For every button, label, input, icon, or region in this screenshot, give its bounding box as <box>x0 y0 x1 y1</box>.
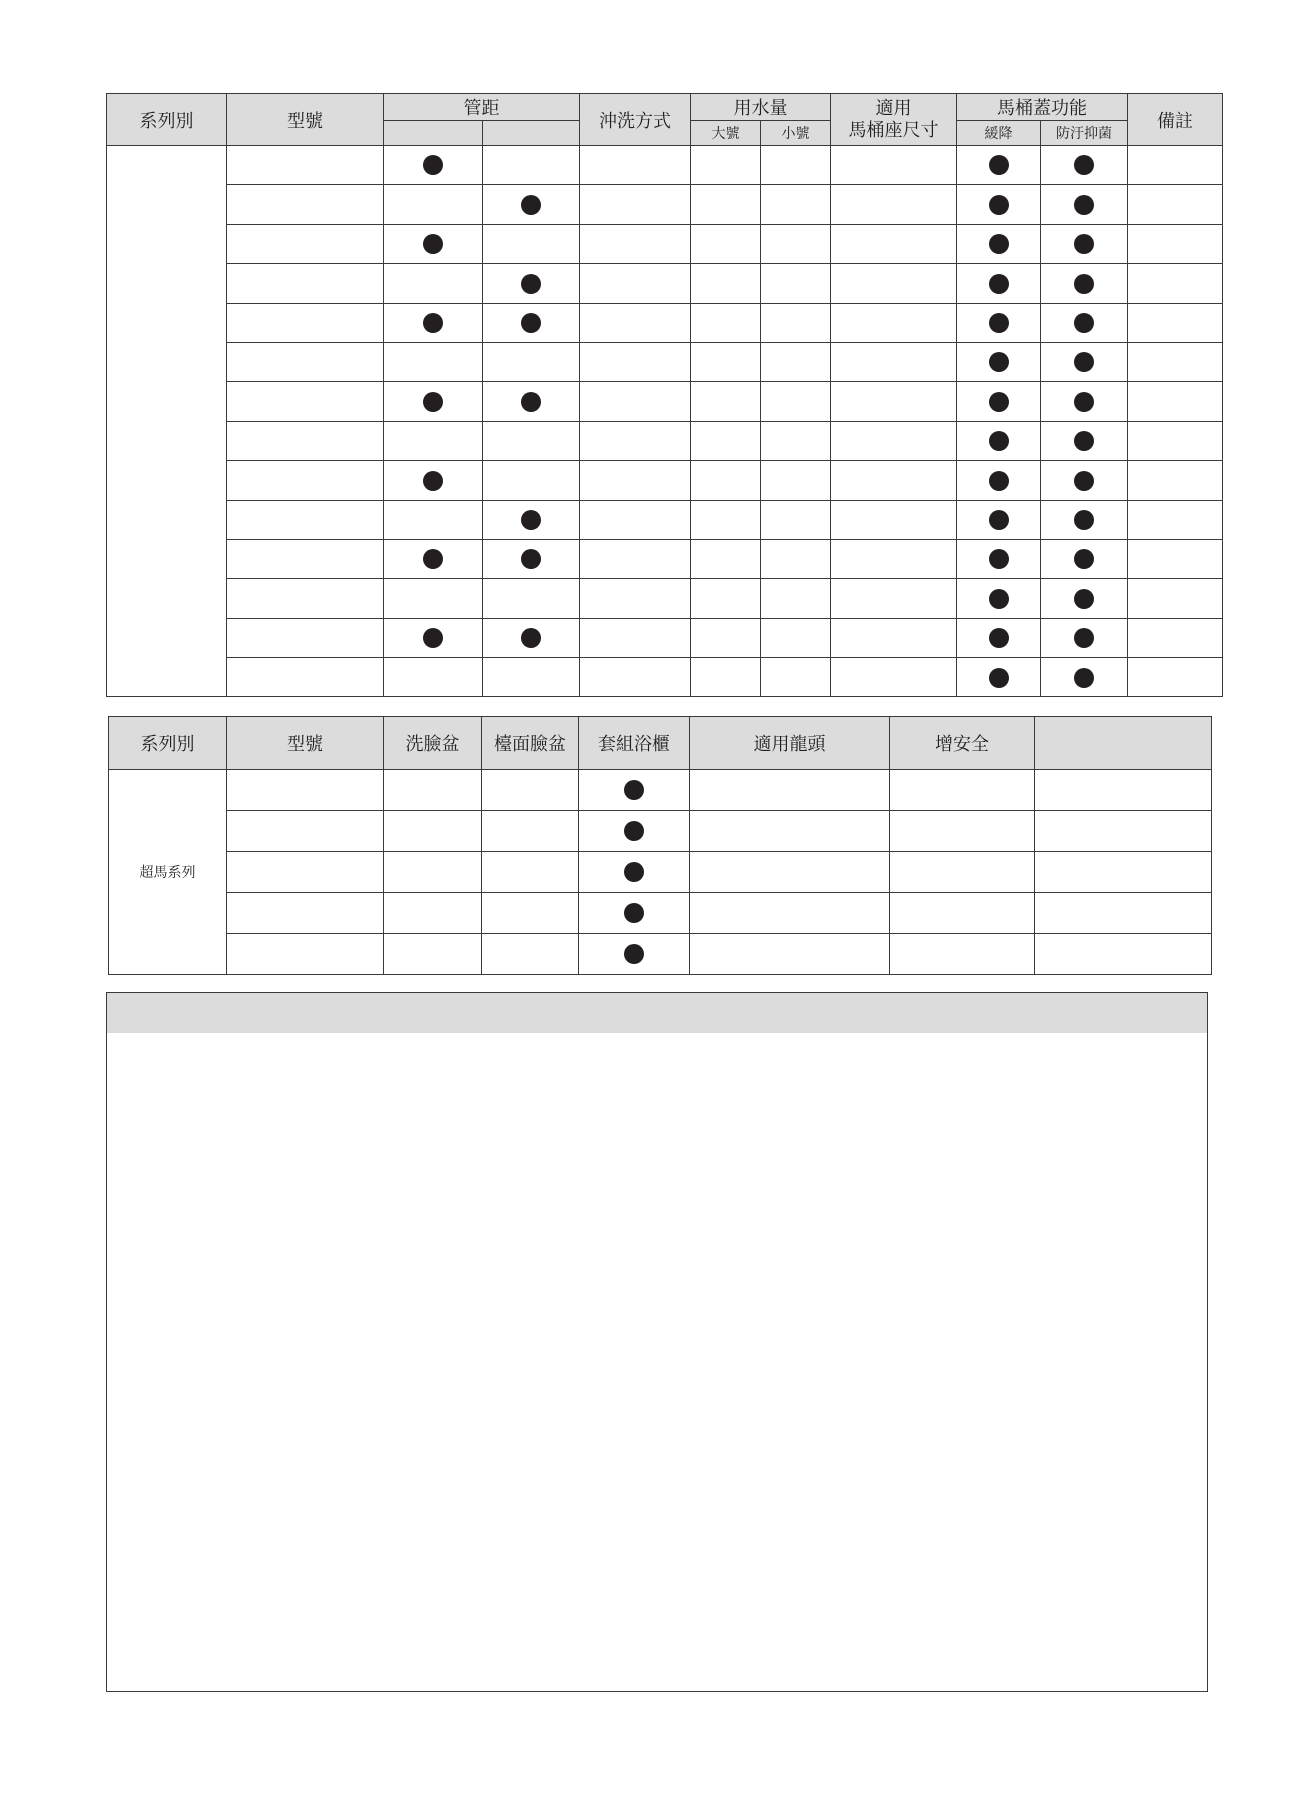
pipe-a-cell <box>384 224 483 263</box>
dot-marker-icon <box>989 431 1009 451</box>
seat-size-cell <box>831 342 957 381</box>
table-row <box>109 852 1212 893</box>
soft-close-cell <box>957 500 1041 539</box>
antibacterial-cell <box>1041 658 1128 697</box>
header-series: 系列別 <box>109 717 227 770</box>
header-seat-size-line1: 適用 <box>875 97 912 119</box>
remarks-cell <box>1128 342 1223 381</box>
flush-method-cell <box>580 382 691 421</box>
header-pipe-distance: 管距 <box>384 94 580 121</box>
table-row <box>107 579 1223 618</box>
dot-marker-icon <box>989 352 1009 372</box>
antibacterial-cell <box>1041 579 1128 618</box>
water-large-cell <box>691 264 761 303</box>
water-large-cell <box>691 618 761 657</box>
vanity-set-cell <box>579 852 690 893</box>
dot-marker-icon <box>521 313 541 333</box>
flush-method-cell <box>580 264 691 303</box>
pipe-b-cell <box>483 539 580 578</box>
pipe-a-cell <box>384 500 483 539</box>
soft-close-cell <box>957 579 1041 618</box>
water-large-cell <box>691 500 761 539</box>
dot-marker-icon <box>624 944 644 964</box>
counter-basin-cell <box>482 770 579 811</box>
remarks-cell <box>1128 264 1223 303</box>
water-large-cell <box>691 579 761 618</box>
pipe-a-cell <box>384 579 483 618</box>
table-row <box>107 500 1223 539</box>
table-row <box>107 342 1223 381</box>
flush-method-cell <box>580 303 691 342</box>
dot-marker-icon <box>1074 234 1094 254</box>
water-small-cell <box>761 461 831 500</box>
antibacterial-cell <box>1041 342 1128 381</box>
basin-table-body <box>109 770 1212 975</box>
pipe-b-cell <box>483 264 580 303</box>
safety-cell <box>890 852 1035 893</box>
dot-marker-icon <box>989 549 1009 569</box>
soft-close-cell <box>957 658 1041 697</box>
header-vanity-set: 套組浴櫃 <box>579 717 690 770</box>
dot-marker-icon <box>1074 352 1094 372</box>
dot-marker-icon <box>989 510 1009 530</box>
water-small-cell <box>761 500 831 539</box>
antibacterial-cell <box>1041 461 1128 500</box>
vanity-set-cell <box>579 770 690 811</box>
seat-size-cell <box>831 421 957 460</box>
model-cell <box>227 658 384 697</box>
pipe-a-cell <box>384 185 483 224</box>
dot-marker-icon <box>521 628 541 648</box>
remarks-cell <box>1128 224 1223 263</box>
safety-cell <box>890 934 1035 975</box>
dot-marker-icon <box>989 234 1009 254</box>
pipe-a-cell <box>384 146 483 185</box>
header-counter-basin: 檯面臉盆 <box>482 717 579 770</box>
header-flush-method: 沖洗方式 <box>580 94 691 146</box>
counter-basin-cell <box>482 934 579 975</box>
dot-marker-icon <box>1074 313 1094 333</box>
dot-marker-icon <box>624 862 644 882</box>
table-row <box>107 185 1223 224</box>
header-water-large: 大號 <box>691 121 761 146</box>
pipe-b-cell <box>483 303 580 342</box>
remarks-cell <box>1128 539 1223 578</box>
seat-size-cell <box>831 461 957 500</box>
dot-marker-icon <box>521 392 541 412</box>
faucet-cell <box>690 811 890 852</box>
water-small-cell <box>761 579 831 618</box>
counter-basin-cell <box>482 852 579 893</box>
table-row <box>107 224 1223 263</box>
water-small-cell <box>761 658 831 697</box>
seat-size-cell <box>831 618 957 657</box>
pipe-a-cell <box>384 421 483 460</box>
header-faucet: 適用龍頭 <box>690 717 890 770</box>
basin-cell <box>384 811 482 852</box>
seat-size-cell <box>831 224 957 263</box>
dot-marker-icon <box>423 155 443 175</box>
pipe-b-cell <box>483 382 580 421</box>
flush-method-cell <box>580 500 691 539</box>
blank-cell <box>1035 852 1212 893</box>
seat-size-cell <box>831 500 957 539</box>
model-cell <box>227 934 384 975</box>
table-row <box>109 934 1212 975</box>
header-remarks: 備註 <box>1128 94 1223 146</box>
dot-marker-icon <box>1074 195 1094 215</box>
dot-marker-icon <box>1074 274 1094 294</box>
flush-method-cell <box>580 185 691 224</box>
notes-box <box>106 992 1208 1692</box>
header-water-small: 小號 <box>761 121 831 146</box>
model-cell <box>227 461 384 500</box>
dot-marker-icon <box>989 471 1009 491</box>
table-row <box>107 461 1223 500</box>
soft-close-cell <box>957 461 1041 500</box>
model-cell <box>227 770 384 811</box>
header-pipe-a <box>384 121 483 146</box>
toilet-spec-table <box>106 93 1223 697</box>
soft-close-cell <box>957 618 1041 657</box>
table-row <box>107 382 1223 421</box>
antibacterial-cell <box>1041 618 1128 657</box>
seat-size-cell <box>831 658 957 697</box>
pipe-a-cell <box>384 539 483 578</box>
vanity-set-cell <box>579 893 690 934</box>
dot-marker-icon <box>624 903 644 923</box>
pipe-a-cell <box>384 342 483 381</box>
faucet-cell <box>690 852 890 893</box>
model-cell <box>227 579 384 618</box>
header-seat-size <box>831 94 957 146</box>
table-row <box>107 539 1223 578</box>
water-large-cell <box>691 461 761 500</box>
water-large-cell <box>691 185 761 224</box>
antibacterial-cell <box>1041 185 1128 224</box>
dot-marker-icon <box>423 313 443 333</box>
dot-marker-icon <box>624 780 644 800</box>
remarks-cell <box>1128 461 1223 500</box>
dot-marker-icon <box>521 274 541 294</box>
seat-size-cell <box>831 579 957 618</box>
blank-cell <box>1035 770 1212 811</box>
pipe-b-cell <box>483 342 580 381</box>
water-small-cell <box>761 146 831 185</box>
model-cell <box>227 500 384 539</box>
faucet-cell <box>690 770 890 811</box>
dot-marker-icon <box>1074 628 1094 648</box>
counter-basin-cell <box>482 811 579 852</box>
dot-marker-icon <box>989 628 1009 648</box>
header-model: 型號 <box>227 94 384 146</box>
dot-marker-icon <box>1074 549 1094 569</box>
soft-close-cell <box>957 264 1041 303</box>
pipe-a-cell <box>384 461 483 500</box>
dot-marker-icon <box>1074 589 1094 609</box>
dot-marker-icon <box>1074 668 1094 688</box>
seat-size-cell <box>831 264 957 303</box>
dot-marker-icon <box>989 392 1009 412</box>
safety-cell <box>890 770 1035 811</box>
pipe-b-cell <box>483 618 580 657</box>
header-antibacterial: 防汙抑菌 <box>1041 121 1128 146</box>
flush-method-cell <box>580 146 691 185</box>
soft-close-cell <box>957 224 1041 263</box>
header-basin: 洗臉盆 <box>384 717 482 770</box>
table-row <box>109 770 1212 811</box>
water-large-cell <box>691 342 761 381</box>
vanity-set-cell <box>579 934 690 975</box>
basin-cell <box>384 770 482 811</box>
seat-size-cell <box>831 146 957 185</box>
safety-cell <box>890 893 1035 934</box>
header-lid-function: 馬桶蓋功能 <box>957 94 1128 121</box>
counter-basin-cell <box>482 893 579 934</box>
model-cell <box>227 342 384 381</box>
vanity-set-cell <box>579 811 690 852</box>
pipe-b-cell <box>483 500 580 539</box>
notes-header-bar <box>107 993 1207 1033</box>
pipe-a-cell <box>384 618 483 657</box>
seat-size-cell <box>831 539 957 578</box>
remarks-cell <box>1128 500 1223 539</box>
pipe-a-cell <box>384 264 483 303</box>
basin-cell <box>384 934 482 975</box>
remarks-cell <box>1128 303 1223 342</box>
pipe-b-cell <box>483 579 580 618</box>
water-small-cell <box>761 342 831 381</box>
dot-marker-icon <box>423 628 443 648</box>
dot-marker-icon <box>989 313 1009 333</box>
soft-close-cell <box>957 382 1041 421</box>
remarks-cell <box>1128 579 1223 618</box>
pipe-a-cell <box>384 658 483 697</box>
antibacterial-cell <box>1041 224 1128 263</box>
seat-size-cell <box>831 185 957 224</box>
pipe-b-cell <box>483 421 580 460</box>
seat-size-cell <box>831 303 957 342</box>
table-row <box>107 146 1223 185</box>
dot-marker-icon <box>521 510 541 530</box>
faucet-cell <box>690 934 890 975</box>
soft-close-cell <box>957 342 1041 381</box>
header-pipe-b <box>483 121 580 146</box>
pipe-b-cell <box>483 146 580 185</box>
soft-close-cell <box>957 303 1041 342</box>
header-blank <box>1035 717 1212 770</box>
antibacterial-cell <box>1041 146 1128 185</box>
model-cell <box>227 618 384 657</box>
pipe-a-cell <box>384 382 483 421</box>
water-small-cell <box>761 382 831 421</box>
water-large-cell <box>691 303 761 342</box>
table-row <box>107 303 1223 342</box>
soft-close-cell <box>957 421 1041 460</box>
header-water-usage: 用水量 <box>691 94 831 121</box>
seat-size-cell <box>831 382 957 421</box>
header-safety: 增安全 <box>890 717 1035 770</box>
pipe-b-cell <box>483 461 580 500</box>
antibacterial-cell <box>1041 500 1128 539</box>
remarks-cell <box>1128 658 1223 697</box>
table-row <box>109 811 1212 852</box>
dot-marker-icon <box>423 471 443 491</box>
flush-method-cell <box>580 618 691 657</box>
model-cell <box>227 421 384 460</box>
model-cell <box>227 852 384 893</box>
dot-marker-icon <box>1074 155 1094 175</box>
remarks-cell <box>1128 382 1223 421</box>
water-large-cell <box>691 539 761 578</box>
water-large-cell <box>691 146 761 185</box>
model-cell <box>227 811 384 852</box>
model-cell <box>227 893 384 934</box>
model-cell <box>227 146 384 185</box>
table-row <box>107 264 1223 303</box>
model-cell <box>227 185 384 224</box>
dot-marker-icon <box>989 195 1009 215</box>
faucet-cell <box>690 893 890 934</box>
model-cell <box>227 224 384 263</box>
blank-cell <box>1035 934 1212 975</box>
remarks-cell <box>1128 421 1223 460</box>
water-small-cell <box>761 185 831 224</box>
water-large-cell <box>691 421 761 460</box>
antibacterial-cell <box>1041 303 1128 342</box>
basin-spec-table <box>108 716 1212 975</box>
water-large-cell <box>691 382 761 421</box>
dot-marker-icon <box>624 821 644 841</box>
dot-marker-icon <box>423 234 443 254</box>
series-cell <box>107 146 227 697</box>
remarks-cell <box>1128 146 1223 185</box>
header-soft-close: 緩降 <box>957 121 1041 146</box>
dot-marker-icon <box>521 195 541 215</box>
flush-method-cell <box>580 421 691 460</box>
antibacterial-cell <box>1041 264 1128 303</box>
water-small-cell <box>761 264 831 303</box>
dot-marker-icon <box>423 549 443 569</box>
basin-cell <box>384 852 482 893</box>
water-large-cell <box>691 658 761 697</box>
table-row <box>107 421 1223 460</box>
blank-cell <box>1035 811 1212 852</box>
header-series: 系列別 <box>107 94 227 146</box>
dot-marker-icon <box>989 668 1009 688</box>
blank-cell <box>1035 893 1212 934</box>
antibacterial-cell <box>1041 382 1128 421</box>
flush-method-cell <box>580 342 691 381</box>
dot-marker-icon <box>989 589 1009 609</box>
safety-cell <box>890 811 1035 852</box>
soft-close-cell <box>957 539 1041 578</box>
antibacterial-cell <box>1041 421 1128 460</box>
antibacterial-cell <box>1041 539 1128 578</box>
dot-marker-icon <box>1074 510 1094 530</box>
flush-method-cell <box>580 579 691 618</box>
pipe-b-cell <box>483 658 580 697</box>
dot-marker-icon <box>521 549 541 569</box>
flush-method-cell <box>580 461 691 500</box>
dot-marker-icon <box>989 155 1009 175</box>
model-cell <box>227 303 384 342</box>
pipe-b-cell <box>483 185 580 224</box>
remarks-cell <box>1128 618 1223 657</box>
dot-marker-icon <box>1074 471 1094 491</box>
dot-marker-icon <box>1074 392 1094 412</box>
table-row <box>107 658 1223 697</box>
remarks-cell <box>1128 185 1223 224</box>
table-row <box>109 893 1212 934</box>
water-small-cell <box>761 421 831 460</box>
flush-method-cell <box>580 539 691 578</box>
dot-marker-icon <box>1074 431 1094 451</box>
pipe-b-cell <box>483 224 580 263</box>
water-large-cell <box>691 224 761 263</box>
series-cell: 超馬系列 <box>109 770 227 975</box>
basin-cell <box>384 893 482 934</box>
model-cell <box>227 539 384 578</box>
toilet-table-body <box>107 146 1223 697</box>
soft-close-cell <box>957 146 1041 185</box>
water-small-cell <box>761 303 831 342</box>
soft-close-cell <box>957 185 1041 224</box>
water-small-cell <box>761 539 831 578</box>
table-row <box>107 618 1223 657</box>
header-seat-size-line2: 馬桶座尺寸 <box>848 119 939 141</box>
water-small-cell <box>761 618 831 657</box>
header-model: 型號 <box>227 717 384 770</box>
dot-marker-icon <box>423 392 443 412</box>
pipe-a-cell <box>384 303 483 342</box>
flush-method-cell <box>580 224 691 263</box>
flush-method-cell <box>580 658 691 697</box>
dot-marker-icon <box>989 274 1009 294</box>
model-cell <box>227 382 384 421</box>
water-small-cell <box>761 224 831 263</box>
model-cell <box>227 264 384 303</box>
